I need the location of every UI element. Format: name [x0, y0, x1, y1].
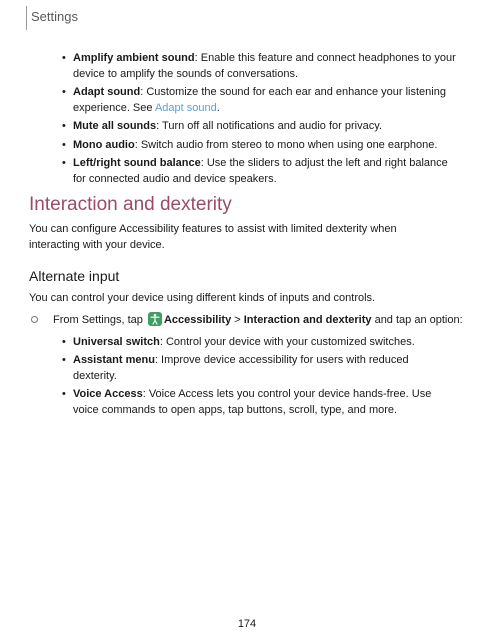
- bullet-continuation: device to amplify the sounds of conversations.: [73, 68, 299, 80]
- adapt-sound-link[interactable]: Adapt sound: [154, 102, 217, 114]
- bullet-mono-audio: [73, 137, 437, 153]
- bullet-term: Voice Access: [73, 388, 143, 400]
- bullet-text: : Use the sliders to adjust the left and right balance: [200, 157, 448, 169]
- bullet-marker: •: [62, 86, 66, 98]
- bullet-continuation: dexterity.: [73, 370, 117, 382]
- bullet-text: : Customize the sound for each ear and enhance your listening: [140, 86, 446, 98]
- subsection-intro: You can control your device using different kinds of inputs and controls.: [29, 292, 376, 304]
- bullet-marker: •: [62, 120, 66, 132]
- bullet-marker: •: [62, 388, 66, 400]
- bullet-term: Mono audio: [73, 139, 135, 151]
- header-divider: [26, 6, 27, 30]
- section-heading: Interaction and dexterity: [29, 194, 232, 215]
- bullet-text: : Control your device with your customized switches.: [159, 336, 415, 348]
- bullet-text: .: [216, 102, 220, 114]
- bullet-term: Mute all sounds: [73, 120, 157, 132]
- bullet-text: : Switch audio from stereo to mono when using one earphone.: [134, 139, 438, 151]
- section-intro-line: You can configure Accessibility features to assist with limited dexterity when: [29, 223, 397, 235]
- step-text: From Settings, tap: [53, 314, 146, 326]
- accessibility-icon: [148, 312, 162, 326]
- bullet-amplify-ambient-sound: [73, 50, 456, 66]
- bullet-text: : Enable this feature and connect headphones to your: [194, 52, 456, 64]
- step-text: and tap an option:: [371, 314, 463, 326]
- bullet-text: : Improve device accessibility for users with reduced: [154, 354, 409, 366]
- bullet-adapt-sound: [73, 84, 446, 100]
- accessibility-menu-label: Accessibility: [163, 314, 232, 326]
- bullet-left-right-sound-balance: [73, 155, 448, 171]
- bullet-term: Universal switch: [73, 336, 160, 348]
- bullet-marker: •: [62, 336, 66, 348]
- bullet-assistant-menu: [73, 352, 409, 368]
- bullet-voice-access: [73, 386, 431, 402]
- bullet-marker: •: [62, 157, 66, 169]
- bullet-text: : Turn off all notifications and audio for privacy.: [156, 120, 382, 132]
- page-header-title: Settings: [31, 9, 78, 24]
- page-number: 174: [237, 618, 257, 630]
- bullet-universal-switch: [73, 334, 415, 350]
- bullet-text: experience. See: [73, 102, 155, 114]
- bullet-term: Left/right sound balance: [73, 157, 201, 169]
- bullet-continuation: for connected audio and device speakers.: [73, 173, 277, 185]
- bullet-marker: •: [62, 52, 66, 64]
- bullet-marker: •: [62, 139, 66, 151]
- step-marker-icon: [31, 316, 38, 323]
- interaction-dexterity-menu-label: Interaction and dexterity: [243, 314, 372, 326]
- bullet-continuation: [73, 100, 220, 116]
- bullet-term: Adapt sound: [73, 86, 141, 98]
- section-intro-line: interacting with your device.: [29, 239, 165, 251]
- step-separator: >: [231, 314, 244, 326]
- step-instruction: [53, 312, 463, 328]
- bullet-marker: •: [62, 354, 66, 366]
- bullet-term: Assistant menu: [73, 354, 155, 366]
- bullet-continuation: voice commands to open apps, tap buttons, scroll, type, and more.: [73, 404, 398, 416]
- bullet-mute-all-sounds: [73, 118, 382, 134]
- bullet-text: : Voice Access lets you control your device hands-free. Use: [142, 388, 432, 400]
- subsection-heading: Alternate input: [29, 268, 120, 284]
- bullet-term: Amplify ambient sound: [73, 52, 195, 64]
